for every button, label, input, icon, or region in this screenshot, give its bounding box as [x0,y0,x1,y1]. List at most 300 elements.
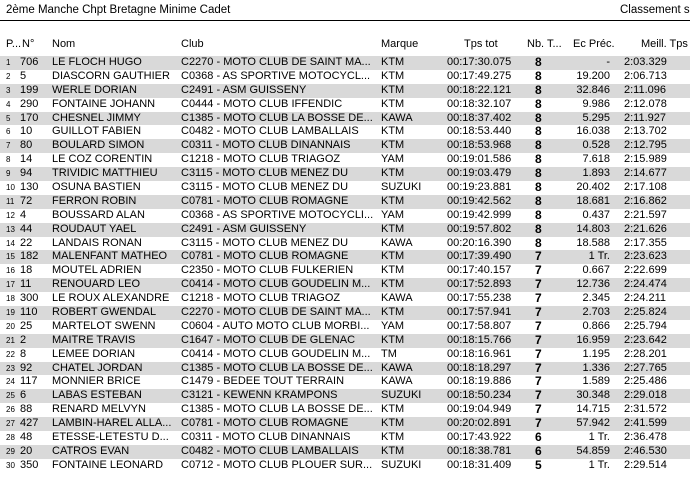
cell-best: 2:21.626 [624,222,667,235]
cell-name: DIASCORN GAUTHIER [52,69,170,82]
cell-num: 25 [20,319,33,332]
cell-num: 14 [20,153,33,166]
cell-num: 44 [20,222,33,235]
cell-gap: 57.942 [576,417,610,430]
cell-name: ROBERT GWENDAL [52,306,157,319]
cell-num: 6 [20,389,27,402]
cell-time: 00:18:15.766 [447,333,512,346]
cell-best: 2:13.702 [624,125,667,138]
cell-pos: 19 [6,308,15,318]
cell-num: 170 [20,111,39,124]
cell-name: FERRON ROBIN [52,194,137,207]
cell-best: 2:46.530 [624,444,667,457]
cell-name: MOUTEL ADRIEN [52,264,142,277]
cell-num: 300 [20,292,39,305]
cell-club: C1647 - MOTO CLUB DE GLENAC [181,333,356,346]
cell-num: 199 [20,83,39,96]
cell-time: 00:18:16.961 [447,347,512,360]
cell-name: BOUSSARD ALAN [52,208,145,221]
cell-time: 00:18:19.886 [447,375,512,388]
cell-gap: 1.336 [582,361,610,374]
cell-pos: 4 [6,99,11,109]
cell-laps: 7 [535,306,542,320]
title-divider [0,20,690,21]
cell-best: 2:03.329 [624,56,667,68]
cell-marque: KTM [381,222,405,235]
cell-laps: 8 [535,125,542,139]
cell-laps: 8 [535,139,542,153]
cell-name: BOULARD SIMON [52,139,145,152]
cell-laps: 7 [535,319,542,333]
header-best: Meill. Tps [641,38,688,50]
cell-name: MONNIER BRICE [52,375,141,388]
cell-best: 2:17.108 [624,181,667,194]
cell-gap: 1 Tr. [588,431,610,444]
cell-num: 2 [20,333,27,346]
table-row [0,125,690,139]
cell-name: GUILLOT FABIEN [52,125,142,138]
cell-marque: KTM [381,264,405,277]
cell-marque: KTM [381,139,405,152]
cell-pos: 2 [6,71,11,81]
cell-marque: KTM [381,278,405,291]
table-row [0,153,690,167]
table-row [0,98,690,112]
cell-laps: 6 [535,431,542,445]
cell-num: 48 [20,431,33,444]
table-row [0,223,690,237]
cell-name: LEMEE DORIAN [52,347,136,360]
table-row [0,306,690,320]
cell-pos: 27 [6,419,15,429]
cell-marque: KAWA [381,111,413,124]
cell-num: 80 [20,139,33,152]
cell-best: 2:12.795 [624,139,667,152]
cell-pos: 15 [6,252,15,262]
cell-club: C3115 - MOTO CLUB MENEZ DU [181,181,349,194]
cell-num: 20 [20,444,33,457]
cell-pos: 22 [6,349,15,359]
cell-gap: 16.959 [576,333,610,346]
cell-club: C3115 - MOTO CLUB MENEZ DU [181,236,349,249]
cell-num: 182 [20,250,39,263]
table-row [0,112,690,126]
cell-gap: 20.402 [576,181,610,194]
cell-name: TRIVIDIC MATTHIEU [52,167,158,180]
table-row [0,348,690,362]
cell-pos: 23 [6,363,15,373]
cell-name: MARTELOT SWENN [52,319,156,332]
cell-club: C0482 - MOTO CLUB LAMBALLAIS [181,125,359,138]
cell-marque: KAWA [381,361,413,374]
cell-num: 92 [20,361,33,374]
cell-gap: 2.703 [582,306,610,319]
table-row [0,167,690,181]
cell-club: C2491 - ASM GUISSENY [181,222,307,235]
cell-marque: YAM [381,319,405,332]
cell-laps: 7 [535,389,542,403]
cell-gap: 1 Tr. [588,250,610,263]
cell-marque: KAWA [381,375,413,388]
cell-pos: 29 [6,446,15,456]
cell-club: C1218 - MOTO CLUB TRIAGOZ [181,292,341,305]
cell-best: 2:22.699 [624,264,667,277]
cell-gap: 32.846 [576,83,610,96]
table-row [0,181,690,195]
cell-best: 2:24.474 [624,278,667,291]
cell-gap: 12.736 [576,278,610,291]
cell-marque: KTM [381,333,405,346]
cell-marque: KTM [381,69,405,82]
cell-num: 10 [20,125,33,138]
cell-pos: 25 [6,391,15,401]
cell-pos: 1 [6,58,11,67]
page-title: 2ème Manche Chpt Bretagne Minime Cadet [6,4,231,16]
cell-best: 2:21.597 [624,208,667,221]
cell-time: 00:17:57.941 [447,306,512,319]
table-row [0,70,690,84]
cell-marque: KTM [381,97,405,110]
cell-pos: 14 [6,238,15,248]
header-club: Club [181,38,204,50]
cell-marque: KAWA [381,236,413,249]
table-row [0,334,690,348]
cell-best: 2:29.018 [624,389,667,402]
cell-gap: - [606,56,610,68]
cell-laps: 7 [535,375,542,389]
cell-best: 2:23.642 [624,333,667,346]
cell-num: 117 [20,375,38,388]
cell-marque: KTM [381,125,405,138]
cell-marque: KTM [381,306,405,319]
cell-marque: KTM [381,250,405,263]
table-row [0,417,690,431]
cell-name: RENARD MELVYN [52,403,146,416]
table-header [0,38,690,54]
cell-time: 00:19:42.999 [447,208,512,221]
cell-club: C0444 - MOTO CLUB IFFENDIC [181,97,343,110]
cell-time: 00:18:38.781 [447,444,512,457]
cell-time: 00:19:42.562 [447,194,512,207]
cell-time: 00:17:43.922 [447,431,512,444]
cell-marque: KTM [381,444,405,457]
cell-laps: 7 [535,264,542,278]
cell-laps: 8 [535,153,542,167]
cell-club: C0311 - MOTO CLUB DINANNAIS [181,431,351,444]
cell-club: C3121 - KEWENN KRAMPONS [181,389,338,402]
cell-time: 00:19:23.881 [447,181,512,194]
cell-gap: 14.715 [576,403,610,416]
header-num: N° [22,38,35,50]
cell-time: 00:20:02.891 [447,417,512,430]
cell-club: C0604 - AUTO MOTO CLUB MORBI... [181,319,370,332]
cell-name: RENOUARD LEO [52,278,141,291]
cell-time: 00:19:04.949 [447,403,512,416]
cell-gap: 0.528 [582,139,610,152]
cell-club: C1479 - BEDEE TOUT TERRAIN [181,375,345,388]
cell-pos: 17 [6,280,15,290]
header-marque: Marque [381,38,419,50]
cell-gap: 0.667 [582,264,610,277]
cell-laps: 7 [535,347,542,361]
cell-laps: 8 [535,194,542,208]
table-row [0,84,690,98]
cell-laps: 5 [535,458,542,472]
cell-gap: 1.195 [582,347,610,360]
cell-club: C0311 - MOTO CLUB DINANNAIS [181,139,351,152]
table-row [0,403,690,417]
cell-club: C0781 - MOTO CLUB ROMAGNE [181,250,349,263]
cell-marque: KTM [381,83,405,96]
cell-num: 706 [20,56,39,68]
table-row [0,195,690,209]
table-row [0,362,690,376]
cell-name: LANDAIS RONAN [52,236,142,249]
cell-club: C0368 - AS SPORTIVE MOTOCYCLI... [181,208,374,221]
cell-gap: 1.589 [582,375,610,388]
cell-pos: 18 [6,294,15,304]
cell-num: 22 [20,236,33,249]
table-row [0,237,690,251]
cell-pos: 10 [6,183,15,193]
cell-pos: 26 [6,405,15,415]
cell-best: 2:27.765 [624,361,667,374]
cell-name: LAMBIN-HAREL ALLA... [52,417,172,430]
cell-num: 72 [20,194,33,207]
cell-time: 00:18:31.409 [447,458,512,471]
table-row [0,278,690,292]
cell-num: 110 [20,306,38,319]
cell-time: 00:19:57.802 [447,222,512,235]
cell-marque: KTM [381,194,405,207]
results-table [0,56,690,473]
cell-club: C0712 - MOTO CLUB PLOUER SUR... [181,458,373,471]
cell-gap: 18.588 [576,236,610,249]
cell-laps: 8 [535,69,542,83]
cell-pos: 8 [6,155,11,165]
cell-time: 00:20:16.390 [447,236,512,249]
cell-num: 8 [20,347,27,360]
cell-name: LABAS ESTEBAN [52,389,142,402]
cell-laps: 7 [535,278,542,292]
cell-name: FONTAINE LEONARD [52,458,164,471]
cell-gap: 14.803 [576,222,610,235]
cell-best: 2:41.599 [624,417,667,430]
cell-best: 2:12.078 [624,97,667,110]
cell-club: C0482 - MOTO CLUB LAMBALLAIS [181,444,359,457]
cell-time: 00:17:49.275 [447,69,512,82]
cell-club: C0781 - MOTO CLUB ROMAGNE [181,417,349,430]
cell-name: CHATEL JORDAN [52,361,143,374]
cell-gap: 2.345 [582,292,610,305]
cell-gap: 0.866 [582,319,610,332]
cell-gap: 16.038 [576,125,610,138]
cell-pos: 24 [6,377,15,387]
cell-club: C2270 - MOTO CLUB DE SAINT MA... [181,56,371,68]
cell-name: ROUDAUT YAEL [52,222,137,235]
cell-num: 4 [20,208,27,221]
cell-marque: KTM [381,403,405,416]
cell-best: 2:36.478 [624,431,667,444]
cell-best: 2:14.677 [624,167,667,180]
cell-time: 00:18:18.297 [447,361,512,374]
cell-club: C0781 - MOTO CLUB ROMAGNE [181,194,349,207]
cell-num: 290 [20,97,39,110]
cell-marque: YAM [381,208,405,221]
cell-num: 5 [20,69,27,82]
header-pos: P... [6,38,22,50]
cell-pos: 13 [6,224,15,234]
cell-gap: 1.893 [582,167,610,180]
cell-gap: 0.437 [582,208,610,221]
cell-laps: 8 [535,236,542,250]
cell-name: WERLE DORIAN [52,83,137,96]
cell-laps: 8 [535,83,542,97]
cell-laps: 7 [535,292,542,306]
cell-pos: 12 [6,210,15,220]
table-row [0,375,690,389]
page-title-right: Classement s [620,4,690,16]
cell-best: 2:23.623 [624,250,667,263]
cell-marque: KTM [381,417,405,430]
cell-num: 11 [20,278,32,291]
cell-time: 00:17:39.490 [447,250,512,263]
cell-name: FONTAINE JOHANN [52,97,156,110]
cell-name: OSUNA BASTIEN [52,181,141,194]
cell-name: MALENFANT MATHEO [52,250,168,263]
cell-best: 2:25.794 [624,319,667,332]
cell-laps: 8 [535,97,542,111]
cell-name: LE COZ CORENTIN [52,153,153,166]
cell-club: C1385 - MOTO CLUB LA BOSSE DE... [181,111,373,124]
table-row [0,250,690,264]
cell-gap: 18.681 [576,194,610,207]
table-row [0,139,690,153]
cell-gap: 7.618 [582,153,610,166]
cell-laps: 8 [535,208,542,222]
cell-name: LE ROUX ALEXANDRE [52,292,170,305]
cell-name: CHESNEL JIMMY [52,111,141,124]
table-row [0,292,690,306]
cell-time: 00:17:52.893 [447,278,512,291]
cell-gap: 5.295 [582,111,610,124]
cell-num: 18 [20,264,33,277]
cell-time: 00:17:40.157 [447,264,512,277]
cell-time: 00:17:30.075 [447,56,512,68]
cell-time: 00:19:03.479 [447,167,512,180]
cell-marque: YAM [381,153,405,166]
cell-best: 2:24.211 [624,292,667,305]
cell-pos: 7 [6,141,11,151]
cell-laps: 8 [535,222,542,236]
cell-pos: 9 [6,169,11,179]
header-time: Tps tot [464,38,498,50]
cell-marque: KTM [381,56,405,68]
cell-num: 427 [20,417,39,430]
cell-gap: 1 Tr. [588,458,610,471]
table-row [0,264,690,278]
cell-pos: 28 [6,433,15,443]
cell-marque: SUZUKI [381,458,422,471]
cell-best: 2:25.486 [624,375,667,388]
cell-best: 2:25.824 [624,306,667,319]
cell-club: C2491 - ASM GUISSENY [181,83,307,96]
cell-time: 00:18:50.234 [447,389,512,402]
cell-name: MAITRE TRAVIS [52,333,136,346]
table-row [0,209,690,223]
cell-best: 2:28.201 [624,347,667,360]
cell-laps: 7 [535,250,542,264]
cell-club: C1385 - MOTO CLUB LA BOSSE DE... [181,361,373,374]
cell-club: C1218 - MOTO CLUB TRIAGOZ [181,153,341,166]
cell-num: 130 [20,181,39,194]
cell-marque: SUZUKI [381,181,422,194]
header-gap: Ec Préc. [573,38,615,50]
cell-num: 94 [20,167,33,180]
cell-pos: 21 [6,335,15,345]
cell-club: C0414 - MOTO CLUB GOUDELIN M... [181,278,371,291]
cell-club: C3115 - MOTO CLUB MENEZ DU [181,167,349,180]
cell-name: ETESSE-LETESTU D... [52,431,169,444]
cell-gap: 19.200 [576,69,610,82]
cell-best: 2:29.514 [624,458,667,471]
cell-time: 00:18:37.402 [447,111,512,124]
cell-time: 00:18:53.440 [447,125,512,138]
cell-club: C0368 - AS SPORTIVE MOTOCYCL... [181,69,371,82]
cell-laps: 8 [535,111,542,125]
cell-best: 2:17.355 [624,236,667,249]
cell-best: 2:11.096 [624,83,667,96]
cell-time: 00:17:58.807 [447,319,512,332]
table-row [0,389,690,403]
table-row [0,459,690,473]
header-laps: Nb. T... [527,38,562,50]
cell-pos: 3 [6,85,11,95]
cell-pos: 5 [6,113,11,123]
cell-name: CATROS EVAN [52,444,130,457]
cell-pos: 11 [6,196,15,206]
table-row [0,320,690,334]
cell-club: C2270 - MOTO CLUB DE SAINT MA... [181,306,371,319]
cell-laps: 7 [535,417,542,431]
cell-time: 00:18:32.107 [447,97,512,110]
cell-marque: KAWA [381,292,413,305]
cell-time: 00:19:01.586 [447,153,512,166]
cell-time: 00:18:53.968 [447,139,512,152]
cell-club: C2350 - MOTO CLUB FULKERIEN [181,264,354,277]
cell-name: LE FLOCH HUGO [52,56,142,68]
cell-pos: 30 [6,460,15,470]
cell-marque: KTM [381,167,405,180]
cell-pos: 16 [6,266,15,276]
cell-laps: 8 [535,167,542,181]
cell-time: 00:18:22.121 [447,83,512,96]
cell-best: 2:16.862 [624,194,667,207]
cell-pos: 6 [6,127,11,137]
cell-laps: 7 [535,403,542,417]
cell-marque: KTM [381,431,405,444]
cell-club: C1385 - MOTO CLUB LA BOSSE DE... [181,403,373,416]
header-name: Nom [52,38,76,50]
cell-num: 350 [20,458,39,471]
cell-laps: 8 [535,181,542,195]
table-row [0,56,690,70]
cell-best: 2:11.927 [624,111,667,124]
cell-num: 88 [20,403,33,416]
cell-laps: 6 [535,444,542,458]
cell-marque: TM [381,347,397,360]
cell-club: C0414 - MOTO CLUB GOUDELIN M... [181,347,371,360]
